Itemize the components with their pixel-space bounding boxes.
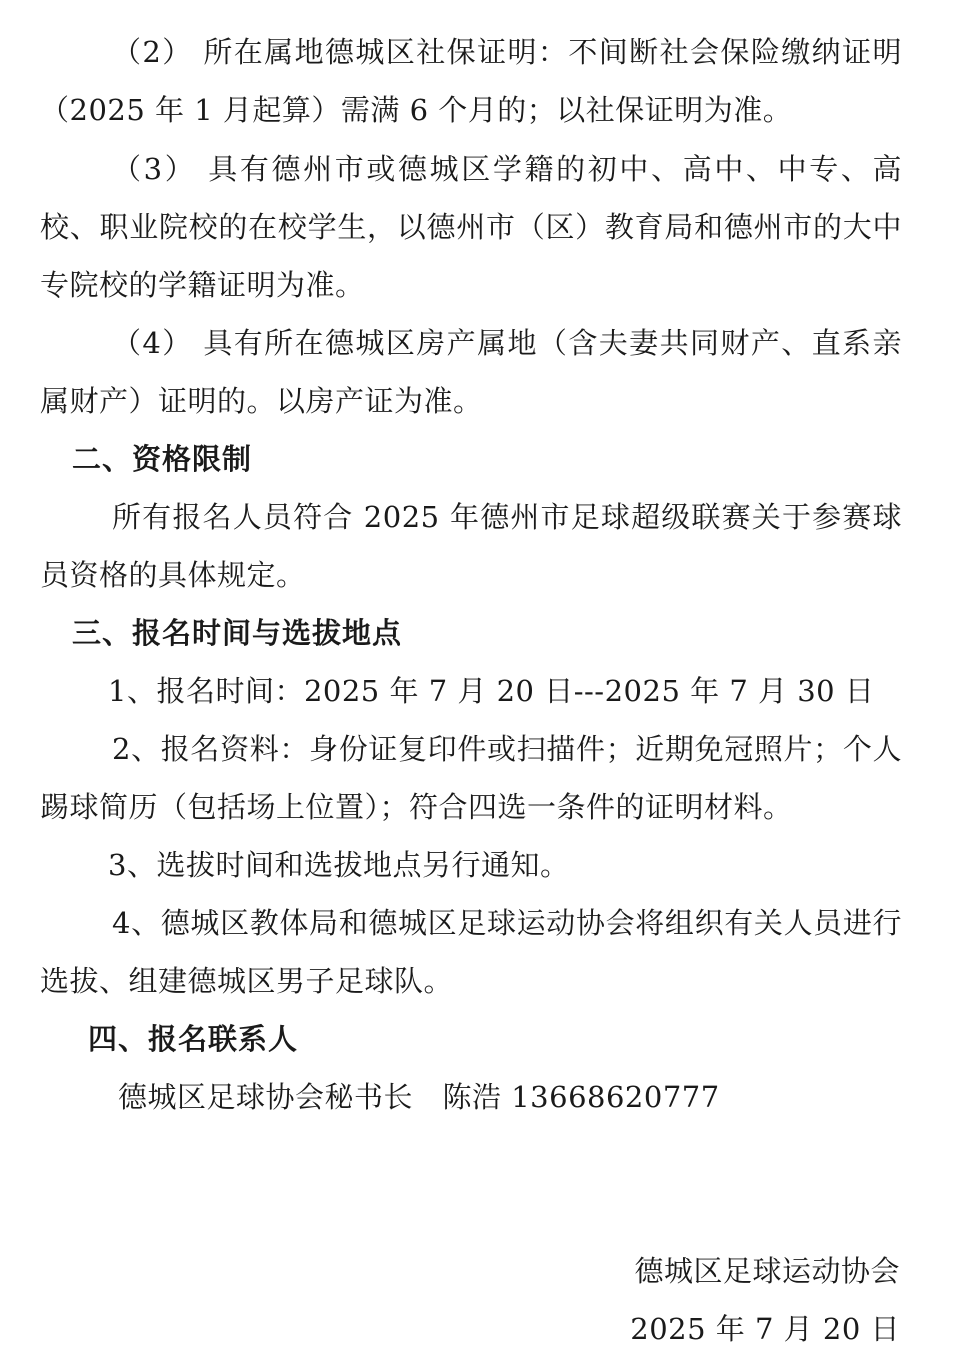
registration-time: 1、报名时间：2025 年 7 月 20 日---2025 年 7 月 30 日 xyxy=(108,674,875,708)
selection-organizer: 4、德城区教体局和德城区足球运动协会将组织有关人员进行选拔、组建德城区男子足球队。 xyxy=(40,906,902,998)
eligibility-item-2: （2） 所在属地德城区社保证明：不间断社会保险缴纳证明（2025 年 1 月起算）需满 6 个月的；以社保证明为准。 xyxy=(40,35,902,127)
contact-person: 德城区足球协会秘书长 陈浩 13668620777 xyxy=(118,1080,720,1114)
section-heading-registration: 三、报名时间与选拔地点 xyxy=(72,616,403,650)
section-heading-qualification: 二、资格限制 xyxy=(72,442,253,476)
signature-organization: 德城区足球运动协会 xyxy=(634,1254,900,1288)
signature-date: 2025 年 7 月 20 日 xyxy=(630,1312,900,1346)
eligibility-item-3: （3） 具有德州市或德城区学籍的初中、高中、中专、高校、职业院校的在校学生，以德州市（区）教育局和德州市的大中专院校的学籍证明为准。 xyxy=(40,152,902,302)
selection-notice: 3、选拔时间和选拔地点另行通知。 xyxy=(108,848,570,882)
registration-materials: 2、报名资料：身份证复印件或扫描件；近期免冠照片；个人踢球简历（包括场上位置）；符合四选一条件的证明材料。 xyxy=(40,732,902,824)
section-heading-contact: 四、报名联系人 xyxy=(88,1022,299,1056)
qualification-text: 所有报名人员符合 2025 年德州市足球超级联赛关于参赛球员资格的具体规定。 xyxy=(40,500,902,592)
eligibility-item-4: （4） 具有所在德城区房产属地（含夫妻共同财产、直系亲属财产）证明的。以房产证为准。 xyxy=(40,326,902,418)
